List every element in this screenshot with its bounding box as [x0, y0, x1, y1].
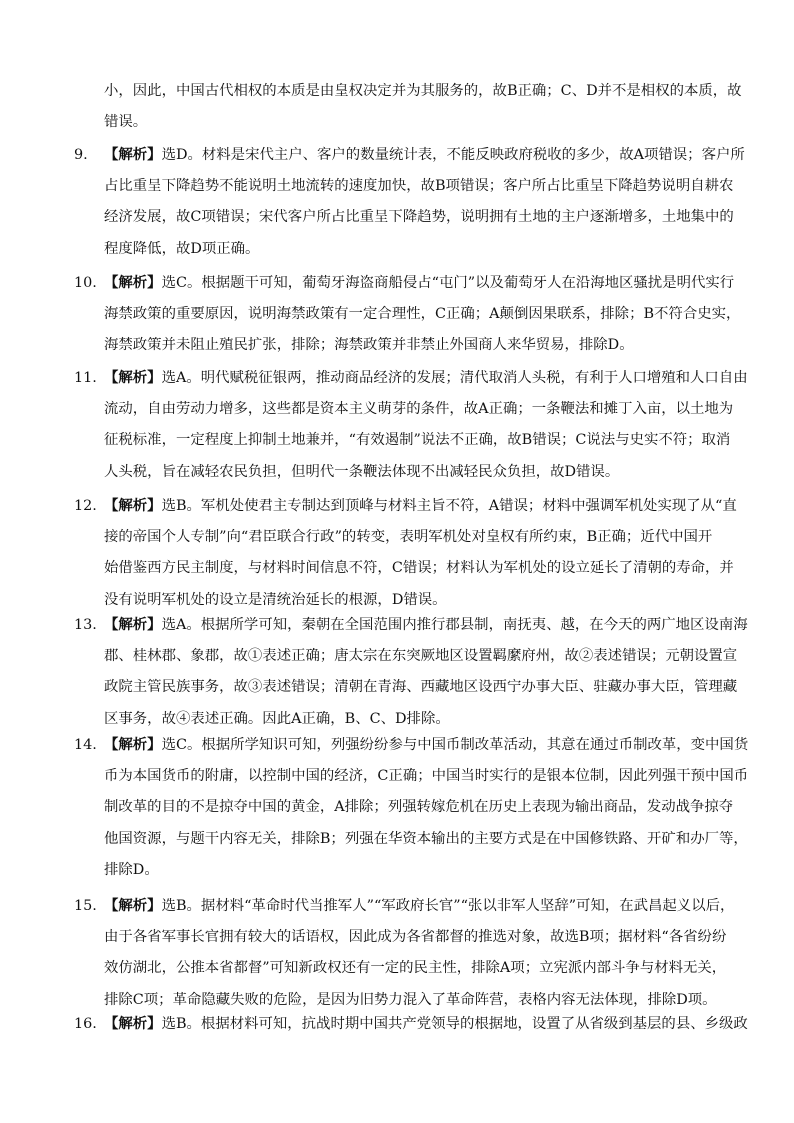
analysis-tag: 【解析】: [104, 498, 162, 514]
text-line: 效仿湖北，公推本省都督”可知新政权还有一定的民主性，排除A项；立宪派内部斗争与材料无关，: [104, 960, 727, 977]
item-number: 12.: [74, 498, 97, 514]
answer-continuation: [74, 76, 742, 138]
analysis-tag: 【解析】: [104, 147, 162, 163]
answer-item-11: [74, 363, 748, 488]
answer-item-10: [74, 268, 741, 362]
answer-item-9: [74, 140, 745, 265]
analysis-tag: 【解析】: [104, 275, 162, 291]
text-line: 选B。根据材料可知，抗战时期中国共产党领导的根据地，设置了从省级到基层的县、乡级政: [161, 1016, 748, 1032]
text-line: 选A。明代赋税征银两，推动商品经济的发展；清代取消人头税，有利于人口增殖和人口自由: [161, 370, 748, 386]
text-line: 排除D。: [104, 861, 159, 878]
text-line: 选C。根据所学知识可知，列强纷纷参与中国币制改革活动，其意在通过币制改革，变中国货: [161, 737, 749, 753]
text-line: 他国资源，与题干内容无关，排除B；列强在华资本输出的主要方式是在中国修铁路、开矿和办厂等，: [104, 830, 748, 847]
answer-item-15: [74, 891, 734, 1016]
text-line: 政院主管民族事务，故③表述错误；清朝在青海、西藏地区设西宁办事大臣、驻藏办事大臣，管理藏: [104, 679, 738, 696]
text-line: 海禁政策的重要原因，说明海禁政策有一定合理性，C正确；A颠倒因果联系，排除；B不符合史实，: [104, 306, 741, 323]
text-line: 始借鉴西方民主制度，与材料时间信息不符，C错误；材料认为军机处的设立延长了清朝的寿命，并: [104, 560, 734, 577]
analysis-tag: 【解析】: [104, 1016, 162, 1032]
text-line: 制改革的目的不是掠夺中国的黄金，A排除；列强转嫁危机在历史上表现为输出商品，发动战争掠夺: [104, 799, 734, 816]
answer-item-14: [74, 730, 749, 886]
answer-item-13: [74, 610, 748, 735]
item-number: 16.: [74, 1016, 97, 1032]
analysis-tag: 【解析】: [104, 617, 162, 633]
analysis-tag: 【解析】: [104, 370, 162, 386]
text-line: 流动，自由劳动力增多，这些都是资本主义萌芽的条件，故A正确；一条鞭法和摊丁入亩，以土地为: [104, 401, 734, 418]
text-line: 程度降低，故D项正确。: [104, 240, 260, 257]
text-line: 由于各省军事长官拥有较大的话语权，因此成为各省都督的推选对象，故选B项；据材料“各省纷纷: [104, 929, 727, 946]
text-line: 经济发展，故C项错误；宋代客户所占比重呈下降趋势，说明拥有土地的主户逐渐增多，土地集中的: [104, 209, 734, 226]
text-line: 人头税，旨在减轻农民负担，但明代一条鞭法体现不出减轻民众负担，故D错误。: [104, 463, 620, 480]
text-line: 占比重呈下降趋势不能说明土地流转的速度加快，故B项错误；客户所占比重呈下降趋势说明自耕农: [104, 178, 734, 195]
text-line: 币为本国货币的附庸，以控制中国的经济，C正确；中国当时实行的是银本位制，因此列强干预中国币: [104, 768, 749, 785]
text-line: 郡、桂林郡、象郡，故①表述正确；唐太宗在东突厥地区设置羁縻府州，故②表述错误；元朝设置宣: [104, 648, 738, 665]
text-line: 错误。: [104, 114, 148, 131]
item-number: 13.: [74, 617, 97, 633]
item-number: 11.: [74, 370, 97, 386]
item-number: 15.: [74, 898, 97, 914]
text-line: 排除C项；革命隐藏失败的危险，是因为旧势力混入了革命阵营，表格内容无法体现，排除D项。: [104, 991, 717, 1008]
text-line: 选D。材料是宋代主户、客户的数量统计表，不能反映政府税收的多少，故A项错误；客户所: [161, 147, 745, 163]
answer-item-16: [74, 1009, 748, 1040]
text-line: 征税标准，一定程度上抑制土地兼并，“有效遏制”说法不正确，故B错误；C说法与史实不符；取消: [104, 432, 731, 449]
answer-item-12: [74, 491, 737, 616]
analysis-tag: 【解析】: [104, 737, 162, 753]
text-line: 区事务，故④表述正确。因此A正确，B、C、D排除。: [104, 710, 450, 727]
analysis-tag: 【解析】: [104, 898, 162, 914]
item-number: 9.: [74, 147, 88, 163]
text-line: 海禁政策并未阻止殖民扩张，排除；海禁政策并非禁止外国商人来华贸易，排除D。: [104, 337, 634, 354]
text-line: 没有说明军机处的设立是清统治延长的根源，D错误。: [104, 591, 447, 608]
item-number: 14.: [74, 737, 97, 753]
text-line: 选B。据材料“革命时代当推军人”“军政府长官”“张以非军人坚辞”可知，在武昌起义以后，: [161, 898, 735, 914]
text-line: 选C。根据题干可知，葡萄牙海盗商船侵占“屯门”以及葡萄牙人在沿海地区骚扰是明代实行: [161, 275, 735, 291]
text-line: 选A。根据所学可知，秦朝在全国范围内推行郡县制，南抚夷、越，在今天的两广地区设南海: [161, 617, 748, 633]
text-line: 接的帝国个人专制”向“君臣联合行政”的转变，表明军机处对皇权有所约束，B正确；近代中国开: [104, 529, 713, 546]
item-number: 10.: [74, 275, 97, 291]
text-line: 选B。军机处使君主专制达到顶峰与材料主旨不符，A错误；材料中强调军机处实现了从“直: [161, 498, 737, 514]
text-line: 小，因此，中国古代相权的本质是由皇权决定并为其服务的，故B正确；C、D并不是相权的本质，故: [104, 83, 742, 99]
